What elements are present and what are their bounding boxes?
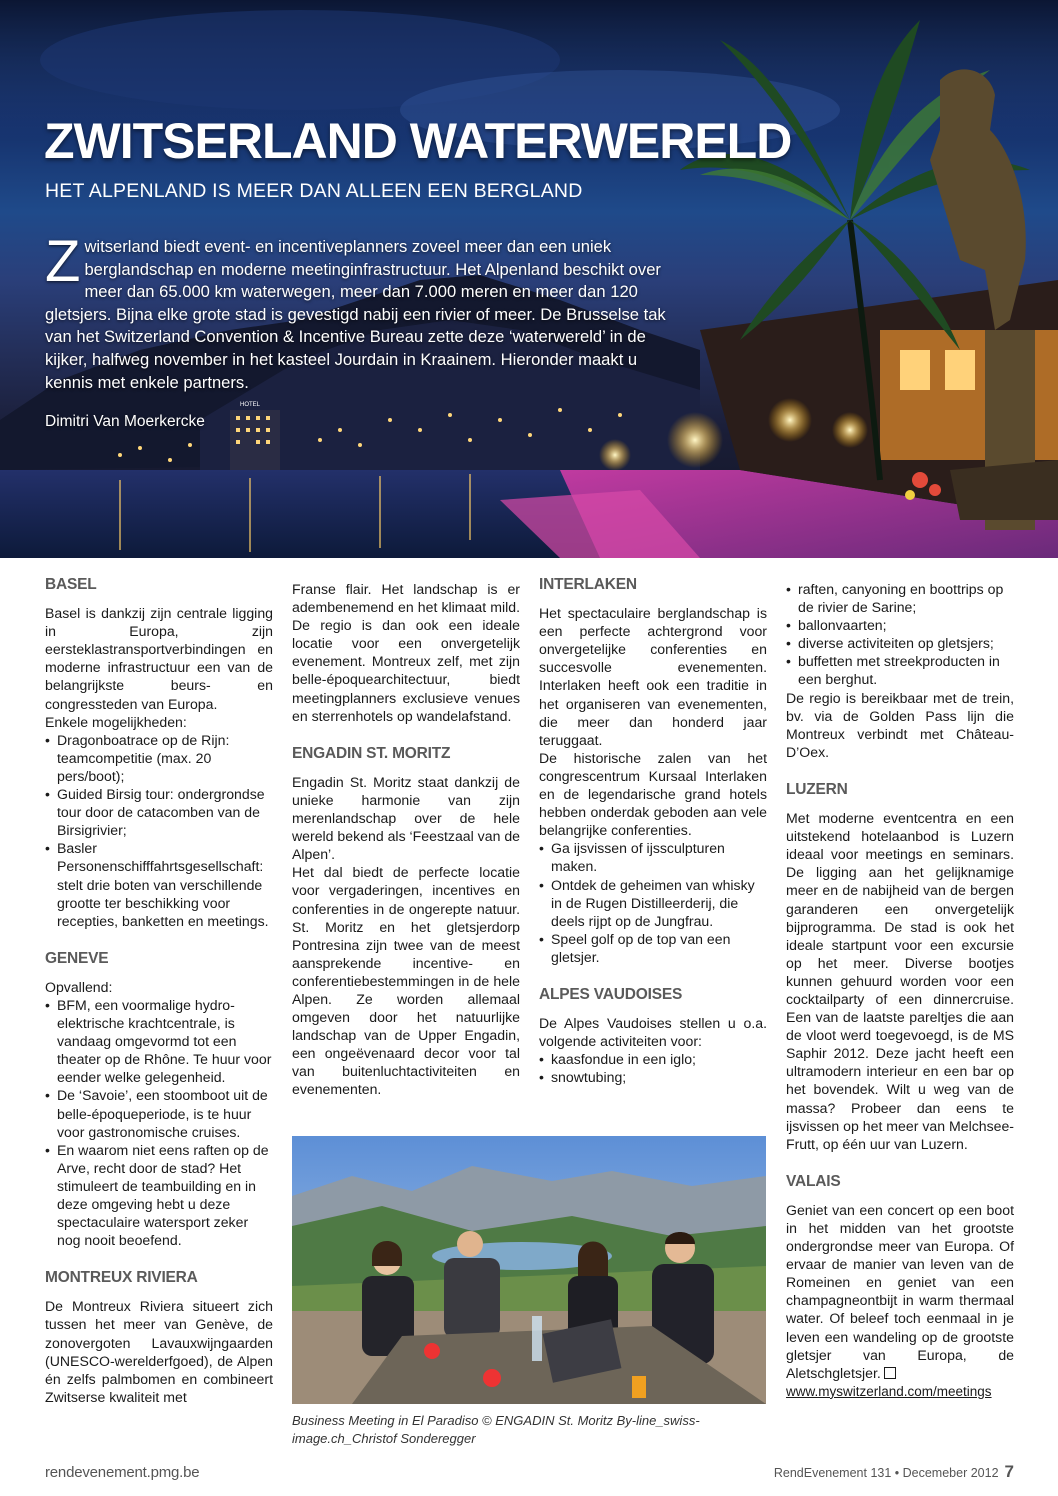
list-item: • Guided Birsig tour: ondergrondse tour door de catacomben van de Birsigrivier; — [45, 785, 273, 839]
alpes-paragraph-1: De Alpes Vaudoises stellen u o.a. volgende activiteiten voor: — [539, 1015, 767, 1050]
list-item: • ballonvaarten; — [786, 616, 1014, 634]
footer-site-url: rendevenement.pmg.be — [45, 1464, 200, 1481]
section-heading-valais: VALAIS — [786, 1172, 841, 1190]
meeting-scene — [292, 1136, 766, 1404]
engadin-paragraph-1: Engadin St. Moritz staat dankzij de unieke harmonie van zijn merenlandschap over de hele wereld bekend als ‘Feestzaal van de Alpen’. — [292, 773, 520, 863]
valais-text: Geniet van een concert op een boot in het midden van het grootste ondergrondse meer van Europa. Of ervaar de manier van leven van de Romeinen en geniet van een champagneontbijt in warm thermaal water. Of beleef toch eenmaal in je leven een wandeling op de grootste gletsjer van Europa, de Aletschgletsjer. — [786, 1201, 1014, 1381]
list-item: • diverse activiteiten op gletsjers; — [786, 634, 1014, 652]
photo-caption: Business Meeting in El Paradiso © ENGADIN St. Moritz By-line_swiss-image.ch_Christof Sonderegger — [292, 1413, 700, 1446]
interlaken-paragraph-1: Het spectaculaire berglandschap is een perfecte achtergrond voor onvergetelijke conferenties en succesvolle evenementen. Interlaken heeft ook een traditie in het organiseren van evenementen, die meer dan honderd jaar teruggaat. — [539, 605, 767, 748]
montreux-paragraph-2: Franse flair. Het landschap is er adembenemend en het klimaat mild. De regio is dan ook een ideale locatie voor een onvergetelijk evenement. Montreux zelf, met zijn belle-époquearchitectuur, biedt meetingplanners exclusieve venues en sterrenhotels op wandelafstand. — [292, 581, 520, 724]
list-item: • Dragonboatrace op de Rijn: teamcompetitie (max. 20 pers/boot); — [45, 731, 273, 785]
luzern-paragraph: Met moderne eventcentra en een uitstekend hotelaanbod is Luzern ideaal voor meetings en seminars. De ligging aan het gelijknamige meer en de nabijheid van de bergen garanderen een onvergetelijk bijprogramma. De stad is ook het ideale startpunt voor een excursie op het meer. Diverse bootjes kunnen gehuurd worden voor een cocktailparty of een dinnercruise. Een van de laatste pareltjes die aan de vloot werd toegevoegd, is de MS Saphir 2012. Deze jacht heeft een ultramodern interieur en een bar op het bovendek. Wilt u weg van de massa? Probeer dan eens te ijsvissen op het meer van Melchsee-Frutt, op één uur van Luzern. — [786, 810, 1014, 1152]
geneve-bullet-list — [45, 996, 273, 1249]
valais-paragraph — [786, 1201, 1014, 1382]
list-item: • Ontdek de geheimen van whisky in de Rugen Distilleerderij, die deels rijpt op de Jungfrau. — [539, 876, 767, 930]
footer-issue-info — [774, 1462, 1014, 1482]
section-heading-luzern: LUZERN — [786, 780, 848, 798]
list-item: • snowtubing; — [539, 1068, 767, 1086]
list-item: • buffetten met streekproducten in een berghut. — [786, 652, 1014, 688]
montreux-paragraph-1: De Montreux Riviera situeert zich tussen het meer van Genève, de zonovergoten Lavauxwijngaarden (UNESCO-werelderfgoed), de Alpen én zelfs palmbomen en combineert Zwitserse kwaliteit met — [45, 1298, 273, 1405]
intro-paragraph — [45, 229, 685, 394]
section-heading-basel: BASEL — [45, 576, 97, 593]
geneve-intro: Opvallend: — [45, 978, 113, 995]
basel-paragraph: Basel is dankzij zijn centrale ligging in Europa, zijn eersteklastransportverbindingen en moderne infrastructuur een van de belangrijkste beurs- en congressteden van Europa. — [45, 605, 273, 712]
list-item: • raften, canyoning en boottrips op de rivier de Sarine; — [786, 580, 1014, 616]
section-heading-geneve: GENEVE — [45, 949, 109, 967]
list-item: • Ga ijsvissen of ijssculpturen maken. — [539, 839, 767, 875]
list-item: • kaasfondue in een iglo; — [539, 1050, 767, 1068]
list-item: • En waarom niet eens raften op de Arve, recht door de stad? Het stimuleert de teambuilding en in deze omgeving hebt u deze spectaculaire watersport zeker nog nooit beoefend. — [45, 1141, 273, 1250]
page-title: ZWITSERLAND WATERWERELD — [44, 113, 792, 169]
interlaken-paragraph-2: De historische zalen van het congrescentrum Kursaal Interlaken en de legendarische grand hotels hebben onderdak geboden aan vele belangrijke conferenties. — [539, 749, 767, 839]
list-item: • Speel golf op de top van een gletsjer. — [539, 930, 767, 966]
drop-cap: Z — [45, 229, 81, 294]
section-heading-alpes-vaudoises: ALPES VAUDOISES — [539, 985, 683, 1003]
intro-text: witserland biedt event- en incentiveplanners zoveel meer dan een uniek berglandschap en moderne meetinginfrastructuur. Het Alpenland beschikt over meer dan 65.000 km waterwegen, meer dan 7.000 meren en meer dan 120 gletsjers. Bijna elke grote stad is gevestigd nabij een rivier of meer. De Brusselse tak van het Switzerland Convention & Incentive Bureau zette deze ‘waterwereld’ in de kijker, halfweg november in het kasteel Jourdain in Kraainem. Hieronder maakt u kennis met enkele partners. — [45, 237, 666, 392]
page-subtitle: HET ALPENLAND IS MEER DAN ALLEEN EEN BERGLAND — [45, 180, 583, 202]
column-2 — [292, 580, 520, 1099]
column-4 — [786, 580, 1014, 1401]
alpes-bullet-list-a — [539, 1050, 767, 1086]
author-name: Dimitri Van Moerkercke — [45, 413, 205, 430]
list-item: • BFM, een voormalige hydro-elektrische krachtcentrale, is vandaag omgevormd tot een theater op de Rhône. Te huur voor eender welke gelegenheid. — [45, 996, 273, 1086]
footer-issue: RendEvenement 131 • Decemeber 2012 — [773, 1466, 999, 1480]
hotel-sign: HOTEL — [240, 402, 261, 408]
engadin-paragraph-2: Het dal biedt de perfecte locatie voor vergaderingen, incentives en conferenties in de ongerepte natuur. St. Moritz en het gletsjerdorp Pontresina zijn twee van de meest aansprekende incentive- en conferentiebestemmingen in de hele Alpen. Ze worden allemaal omgeven door het natuurlijke landschap van de Upper Engadin, een ongeëvenaard decor voor tal van buitenluchtactiviteiten en evenementen. — [292, 864, 520, 1098]
column-1 — [45, 576, 273, 1406]
business-meeting-photo — [292, 1136, 766, 1404]
alpes-paragraph-2: De regio is bereikbaar met de trein, bv. via de Golden Pass lijn die Montreux verbindt met Château-D’Oex. — [786, 689, 1014, 760]
basel-options-label: Enkele mogelijkheden: — [45, 713, 187, 730]
interlaken-bullet-list — [539, 839, 767, 966]
hero-image — [0, 0, 1058, 558]
myswitzerland-link[interactable]: www.myswitzerland.com/meetings — [786, 1383, 992, 1399]
section-heading-engadin: ENGADIN ST. MORITZ — [292, 744, 451, 762]
list-item: • De ‘Savoie’, een stoomboot uit de belle-époqueperiode, is te huur voor gastronomische cruises. — [45, 1086, 273, 1140]
column-3 — [539, 576, 767, 1086]
alpes-bullet-list-b — [786, 580, 1014, 689]
basel-bullet-list — [45, 731, 273, 930]
list-item: • Basler Personenschifffahrtsgesellschaft: stelt drie boten van verschillende grootte ter beschikking voor recepties, banketten en meetings. — [45, 839, 273, 929]
section-heading-interlaken: INTERLAKEN — [539, 576, 637, 593]
end-mark-icon — [884, 1367, 896, 1379]
section-heading-montreux: MONTREUX RIVIERA — [45, 1269, 198, 1287]
page-number: 7 — [1004, 1462, 1014, 1481]
